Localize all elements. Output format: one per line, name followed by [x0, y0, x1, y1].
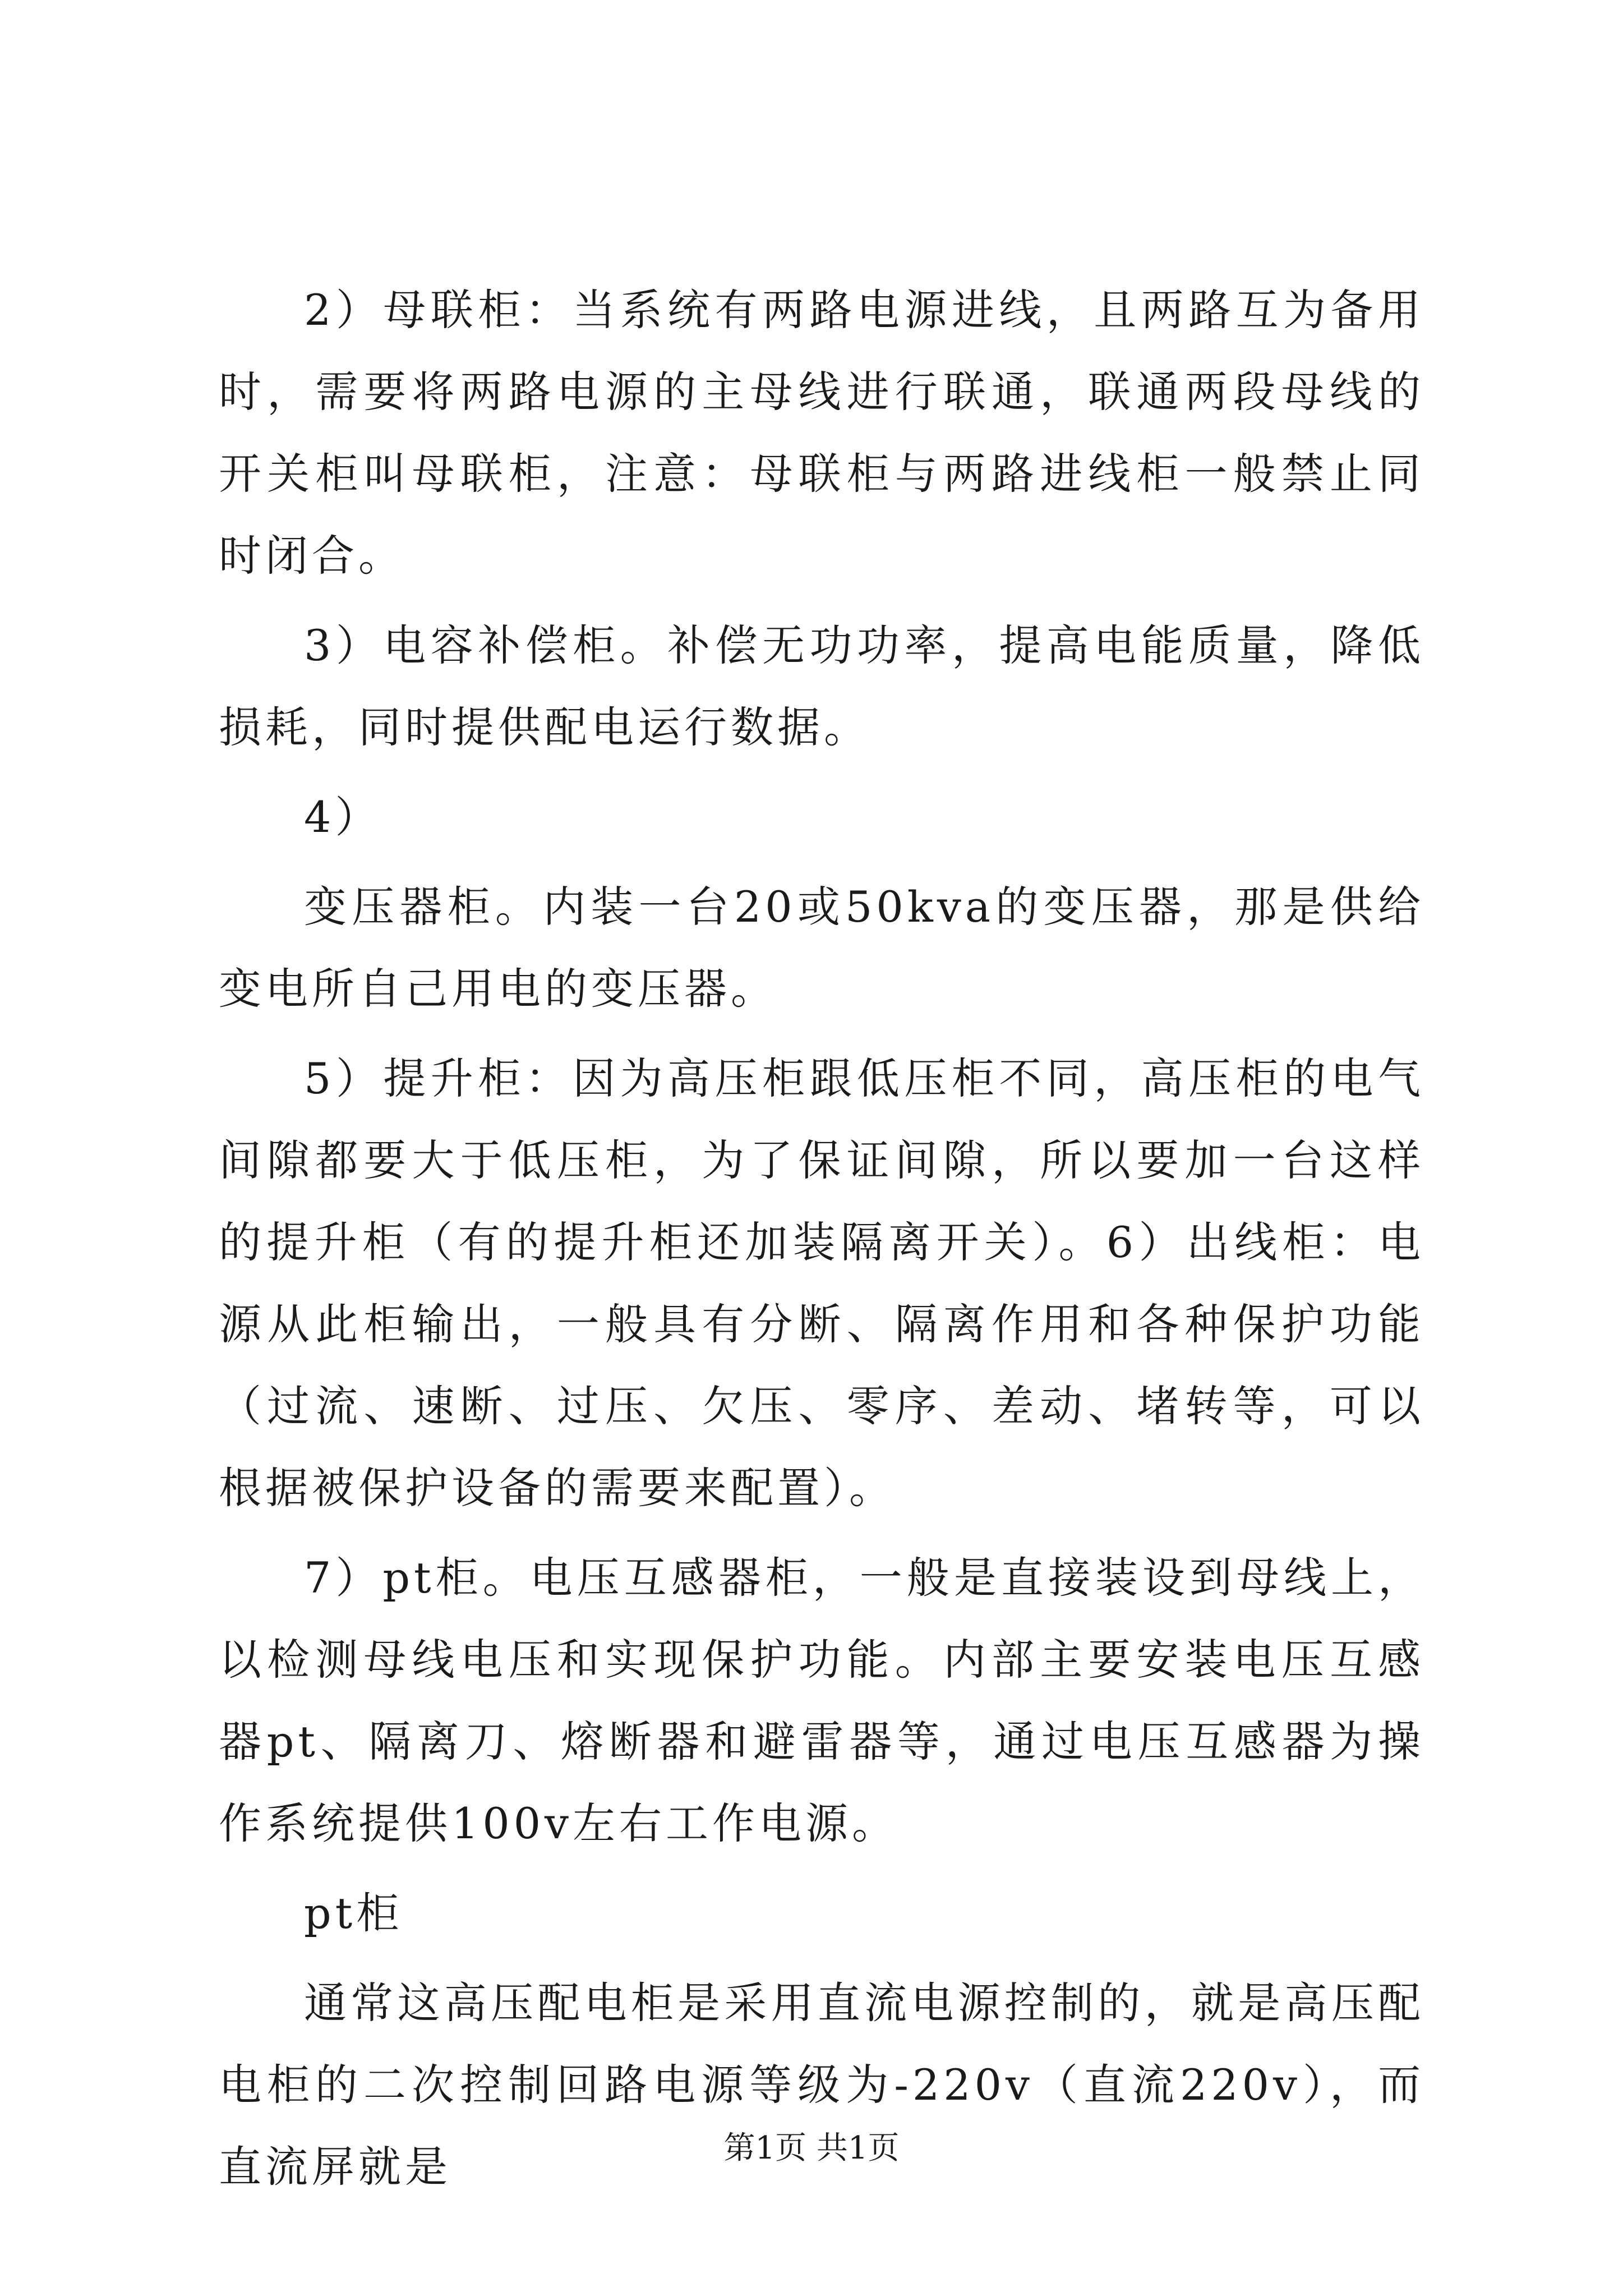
paragraph-transformer-cabinet: 变压器柜。内装一台20或50kva的变压器，那是供给变电所自己用电的变压器。 [219, 882, 1424, 1014]
page-footer [0, 2126, 1623, 2171]
paragraph-item-4-marker: 4） [304, 792, 382, 842]
paragraph-capacitor-compensation-cabinet: 3）电容补偿柜。补偿无功功率，提高电能质量，降低损耗，同时提供配电运行数据。 [219, 620, 1424, 752]
page-number-label: 第1页 共1页 [723, 2130, 900, 2166]
paragraph-pt-cabinet: 7）pt柜。电压互感器柜，一般是直接装设到母线上，以检测母线电压和实现保护功能。内部主要安装电压互感器pt、隔离刀、熔断器和避雷器等，通过电压互感器为操作系统提供100v左右工作电源。 [219, 1553, 1424, 1848]
paragraph-lifting-and-outgoing-cabinet: 5）提升柜：因为高压柜跟低压柜不同，高压柜的电气间隙都要大于低压柜，为了保证间隙，所以要加一台这样的提升柜（有的提升柜还加装隔离开关）。6）出线柜：电源从此柜输出，一般具有分断、隔离作用和各种保护功能（过流、速断、过压、欠压、零序、差动、堵转等，可以根据被保护设备的需要来配置）。 [219, 1053, 1424, 1513]
paragraph-dc-control: 通常这高压配电柜是采用直流电源控制的，就是高压配电柜的二次控制回路电源等级为-220v（直流220v），而直流屏就是 [219, 1978, 1424, 2192]
document-body [219, 269, 1424, 2216]
paragraph-bus-coupler-cabinet: 2）母联柜：当系统有两路电源进线，且两路互为备用时，需要将两路电源的主母线进行联通，联通两段母线的开关柜叫母联柜，注意：母联柜与两路进线柜一般禁止同时闭合。 [219, 285, 1424, 581]
paragraph-pt-cabinet-heading: pt柜 [304, 1888, 403, 1938]
